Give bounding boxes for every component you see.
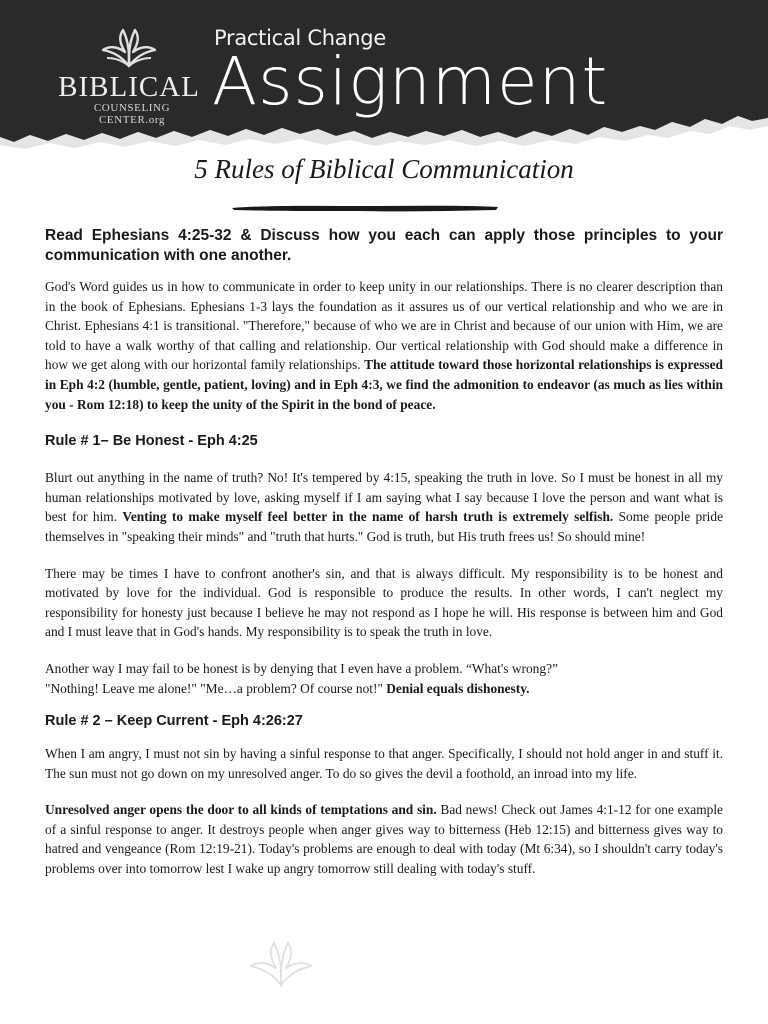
rule-2-p2-text: Bad news! Check out James 4:1-12 for one example of a sinful response to anger. It destroys people when anger gives way to bitterness (Heb 12:15) and bitterness gives way to hatred and vengeance (Rom 12:19-21). Today's problems are enough to deal with today (Mt 6:34), so I shouldn't carry today's problems over into tomorrow lest I wake up angry tomorrow still dealing with today's stuff. (45, 802, 723, 877)
rule-2-heading: Rule # 2 – Keep Current - Eph 4:26:27 (45, 713, 303, 730)
rule-2-p2-bold: Unresolved anger opens the door to all kinds of temptations and sin. (45, 802, 437, 818)
rule-1-paragraph-3 (45, 659, 723, 698)
rule-1-heading: Rule # 1– Be Honest - Eph 4:25 (45, 433, 258, 450)
rule-1-p1-text-b: Some people pride themselves in "speaking their minds" and "truth that hurts." God is truth, but His truth frees us! So should mine! (45, 509, 724, 544)
rule-1-p1-text-a: Blurt out anything in the name of truth? No! It's tempered by 4:15, speaking the truth in love. So I must be honest in all my human relationships motivated by love, asking myself if I am saying what I say because I love the person and want what is best for him. (45, 470, 723, 525)
rule-1-p3-line-2: "Nothing! Leave me alone!" "Me…a problem? Of course not!" (45, 680, 387, 696)
header-subtitle: Practical Change (214, 26, 386, 50)
intro-bold-text: The attitude toward those horizontal relationships is expressed in Eph 4:2 (humble, gentle, patient, loving) and in Eph 4:3, we find the admonition to endeavor (as much as lies within you - Rom 12:18) to keep the unity of the Spirit in the bond of peace. (45, 357, 724, 412)
document-body (45, 226, 723, 879)
intro-text: God's Word guides us in how to communicate in order to keep unity in our relationships. There is no clearer description than in the book of Ephesians. Ephesians 1-3 lays the foundation as it assures us of our vertical relationship and who we are in Christ. Ephesians 4:1 is transitional. "Therefore," because of who we are in Christ and because of our union with Him, we are told to have a walk worthy of that calling and relationship. Our vertical relationship with God should make a difference in how we get along with our horizontal family relationships. (45, 279, 723, 373)
lead-instruction: Read Ephesians 4:25-32 & Discuss how you each can apply those principles to your communication with one another. (45, 227, 723, 264)
header-title: Assignment (212, 43, 609, 120)
logo-subtitle: COUNSELING CENTER.org (93, 102, 171, 126)
logo-name: BIBLICAL (58, 71, 200, 103)
watermark-logo-icon (246, 935, 316, 995)
rule-1-p3-bold: Denial equals dishonesty. (386, 680, 530, 696)
rule-1-paragraph-1 (45, 468, 723, 546)
rule-1-p3-line-1: Another way I may fail to be honest is by denying that I even have a problem. “What's wrong?” (45, 660, 558, 676)
rule-1-paragraph-2: There may be times I have to confront another's sin, and that is always difficult. My responsibility is to be honest and motivated by love for the individual. God is responsible to produce the results. In other words, I can't neglect my responsibility for honesty just because I believe he may not respond as I hope he will. His response is between him and God and I must leave that in God's hands. My responsibility is to speak the truth in love. (45, 565, 723, 640)
intro-paragraph (45, 277, 723, 414)
header-banner (0, 0, 768, 150)
rule-2-paragraph-1: When I am angry, I must not sin by having a sinful response to that anger. Specifically, I should not hold anger in and stuff it. The sun must not go down on my unresolved anger. To do so gives the devil a foothold, an inroad into my life. (45, 746, 723, 781)
brush-divider (230, 203, 500, 213)
book-wings-icon (99, 28, 159, 70)
rule-2-paragraph-2 (45, 800, 723, 878)
rule-1-p1-bold: Venting to make myself feel better in the name of harsh truth is extremely selfish. (122, 509, 614, 525)
biblical-counseling-logo (54, 28, 204, 126)
document-title: 5 Rules of Biblical Communication (194, 154, 574, 184)
